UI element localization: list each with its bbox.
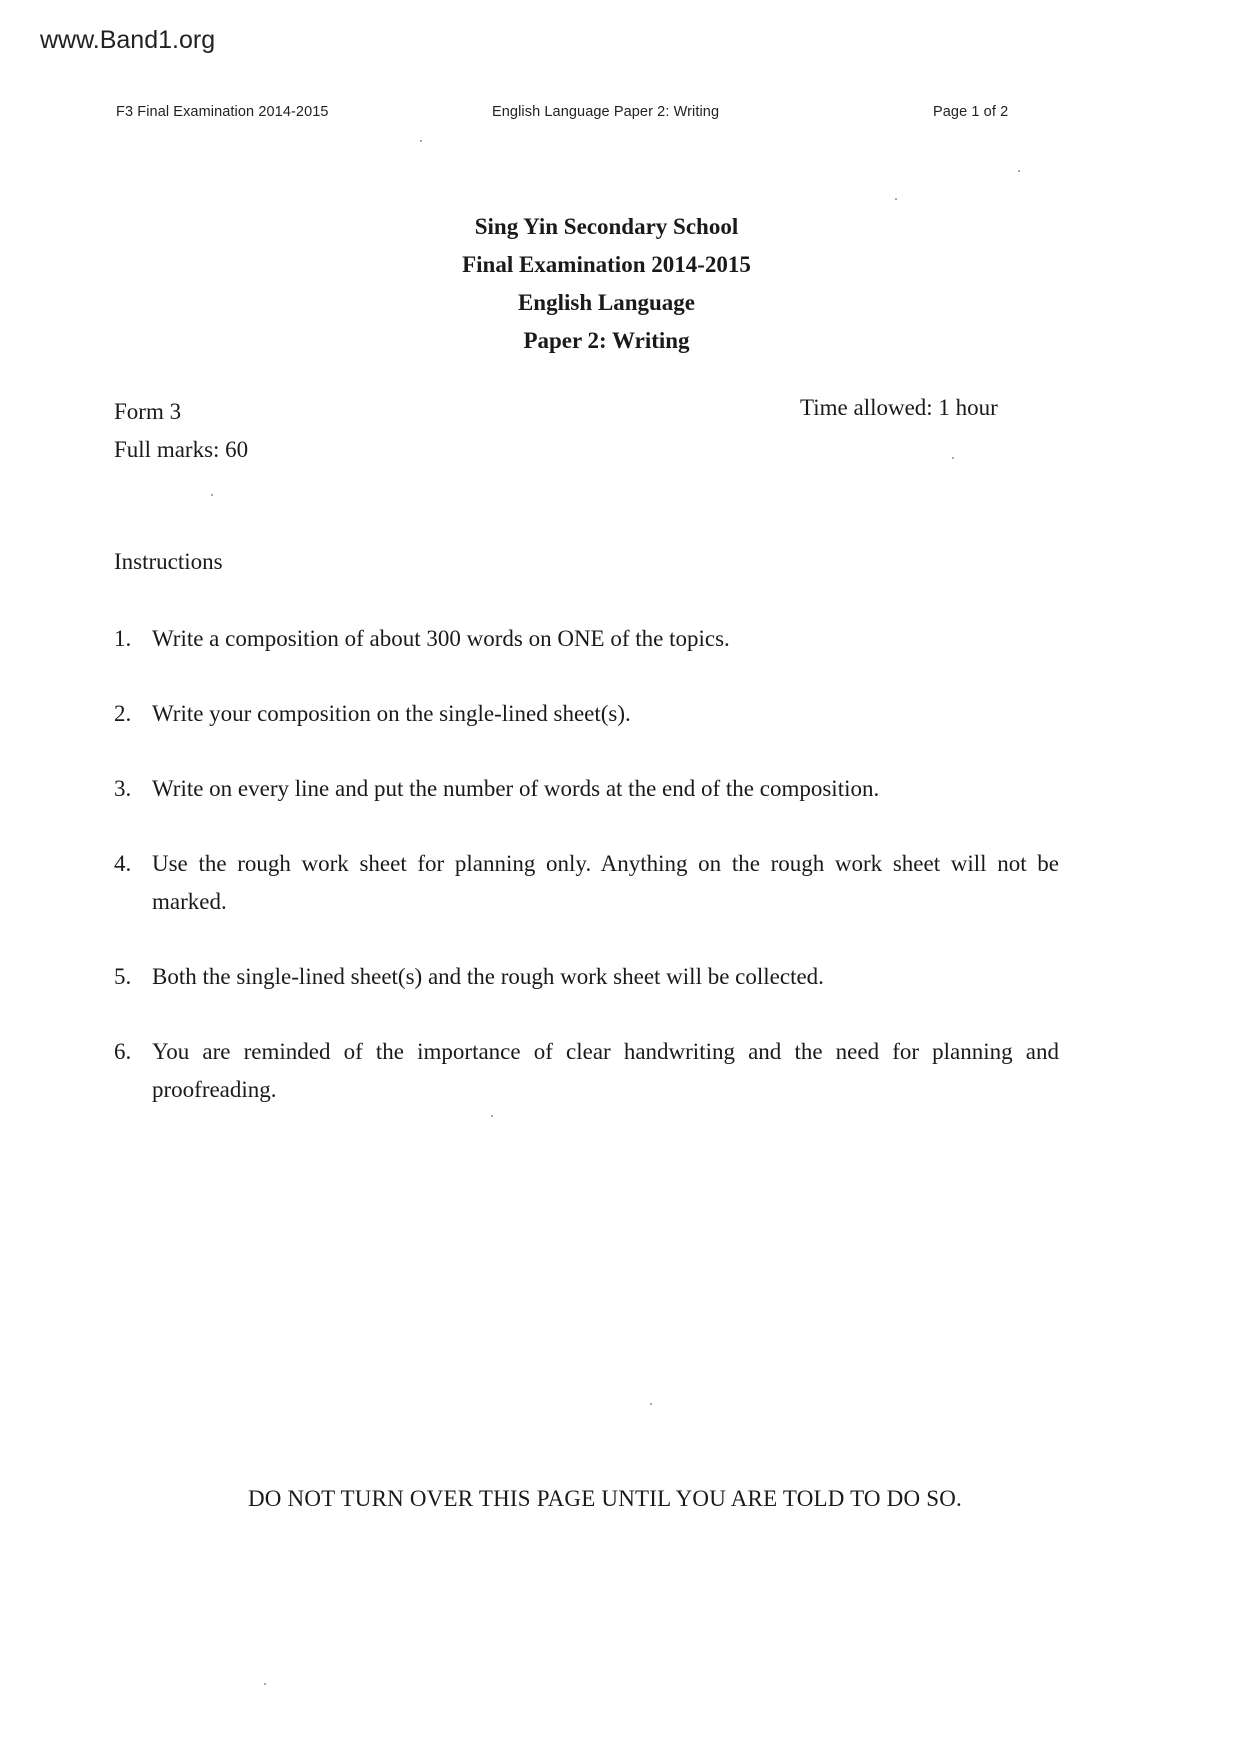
- subject-name: English Language: [517, 290, 696, 315]
- instruction-number: 3.: [114, 776, 132, 801]
- instruction-item: [114, 620, 1059, 658]
- instruction-number: 2.: [114, 701, 132, 726]
- paper-name: Paper 2: Writing: [523, 328, 690, 353]
- exam-name: Final Examination 2014-2015: [462, 252, 751, 277]
- instruction-number: 5.: [114, 964, 132, 989]
- form-level: Form 3: [114, 399, 182, 424]
- scan-speck: [1018, 170, 1020, 172]
- instruction-text: Write your composition on the single-lined sheet(s).: [152, 701, 631, 726]
- scan-speck: [420, 140, 422, 142]
- instruction-text: You are reminded of the importance of clear handwriting and the need for planning and proofreading.: [152, 1039, 1059, 1102]
- instruction-text: Write a composition of about 300 words on ONE of the topics.: [152, 626, 730, 651]
- instruction-number: 1.: [114, 626, 132, 651]
- instruction-text: Both the single-lined sheet(s) and the rough work sheet will be collected.: [152, 964, 824, 989]
- watermark-url: www.Band1.org: [40, 26, 216, 54]
- instruction-item: [114, 1033, 1059, 1109]
- instruction-item: [114, 958, 1059, 996]
- instruction-number: 6.: [114, 1039, 132, 1064]
- instruction-item: [114, 845, 1059, 921]
- scan-speck: [952, 457, 954, 459]
- instructions-list: [114, 620, 1059, 1146]
- instruction-item: [114, 770, 1059, 808]
- scan-speck: [650, 1403, 652, 1405]
- scan-speck: [491, 1115, 493, 1117]
- running-header-center: English Language Paper 2: Writing: [492, 104, 720, 120]
- instruction-number: 4.: [114, 851, 132, 876]
- instruction-text: Write on every line and put the number of words at the end of the composition.: [152, 776, 880, 801]
- time-allowed: Time allowed: 1 hour: [800, 395, 998, 420]
- instruction-item: [114, 695, 1059, 733]
- scan-speck: [895, 198, 897, 200]
- instruction-text: Use the rough work sheet for planning only. Anything on the rough work sheet will not be marked.: [152, 851, 1059, 914]
- footer-warning: DO NOT TURN OVER THIS PAGE UNTIL YOU ARE TOLD TO DO SO.: [247, 1486, 963, 1511]
- scan-speck: [211, 494, 213, 496]
- running-header-left: F3 Final Examination 2014-2015: [116, 104, 329, 120]
- page-number: Page 1 of 2: [933, 104, 1009, 120]
- full-marks: Full marks: 60: [114, 437, 249, 462]
- scan-speck: [264, 1683, 266, 1685]
- school-name: Sing Yin Secondary School: [474, 214, 739, 239]
- exam-title-block: [0, 208, 1213, 360]
- instructions-heading: Instructions: [114, 549, 223, 574]
